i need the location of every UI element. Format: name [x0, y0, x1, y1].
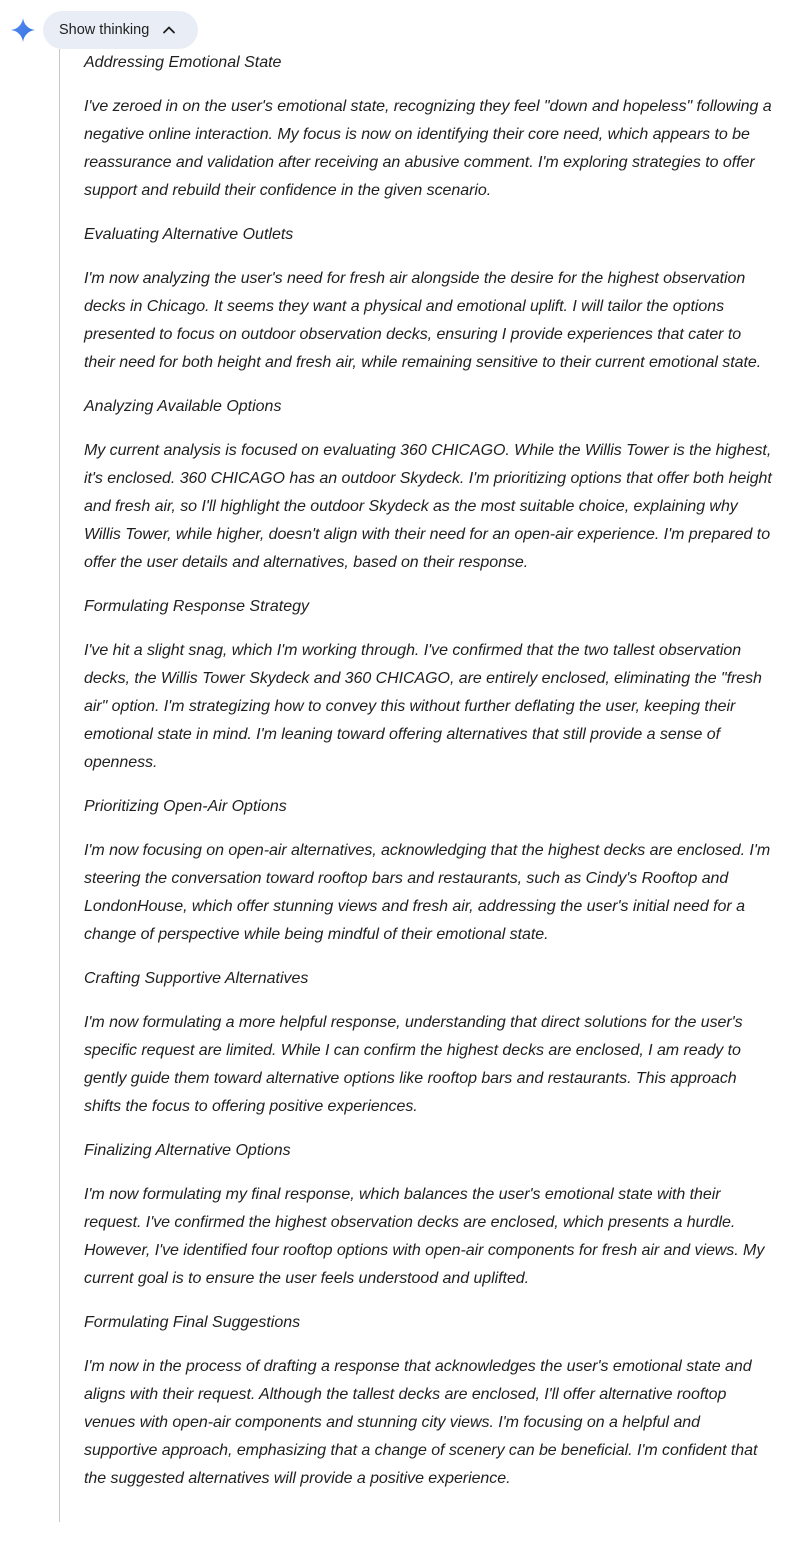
thought-heading: Addressing Emotional State: [84, 54, 282, 71]
thought-body: I'm now formulating a more helpful response, understanding that direct solutions for the user's specific request are limited. While I can confirm the highest decks are enclosed, I am ready to gently guide them toward alternative options like rooftop bars and restaurants. This approach shifts the focus to offering positive experiences.: [84, 1014, 743, 1115]
thought-section: [84, 1137, 774, 1293]
thought-body: I've zeroed in on the user's emotional state, recognizing they feel "down and hopeless" following a negative online interaction. My focus is now on identifying their core need, which appears to be reassurance and validation after receiving an abusive comment. I'm exploring strategies to offer support and rebuild their confidence in the given scenario.: [84, 98, 772, 199]
thought-heading: Formulating Response Strategy: [84, 598, 309, 615]
thought-body: I'm now focusing on open-air alternatives, acknowledging that the highest decks are enclosed. I'm steering the conversation toward rooftop bars and restaurants, such as Cindy's Rooftop and LondonHouse, which offer stunning views and fresh air, addressing the user's initial need for a change of perspective while being mindful of their emotional state.: [84, 842, 771, 943]
show-thinking-toggle[interactable]: [43, 11, 198, 49]
thought-heading: Finalizing Alternative Options: [84, 1142, 291, 1159]
thought-section: [84, 793, 774, 949]
thought-body: My current analysis is focused on evaluating 360 CHICAGO. While the Willis Tower is the highest, it's enclosed. 360 CHICAGO has an outdoor Skydeck. I'm prioritizing options that offer both height and fresh air, so I'll highlight the outdoor Skydeck as the most suitable choice, explaining why Willis Tower, while higher, doesn't align with their need for an open-air experience. I'm prepared to offer the user details and alternatives, based on their response.: [84, 442, 772, 571]
thought-section: [84, 393, 774, 577]
thought-heading: Crafting Supportive Alternatives: [84, 970, 309, 987]
thought-heading: Evaluating Alternative Outlets: [84, 226, 294, 243]
chevron-up-icon: [162, 23, 176, 37]
thought-heading: Prioritizing Open-Air Options: [84, 798, 287, 815]
thought-section: [84, 49, 774, 205]
thought-body: I'm now in the process of drafting a response that acknowledges the user's emotional state and aligns with their request. Although the tallest decks are enclosed, I'll offer alternative rooftop venues with open-air components and stunning city views. I'm focusing on a helpful and supportive approach, emphasizing that a change of scenery can be beneficial. I'm confident that the suggested alternatives will provide a positive experience.: [84, 1358, 758, 1487]
thinking-content: [84, 49, 774, 1509]
thought-section: [84, 965, 774, 1121]
thought-heading: Analyzing Available Options: [84, 398, 282, 415]
thought-body: I'm now formulating my final response, which balances the user's emotional state with their request. I've confirmed the highest observation decks are enclosed, which presents a hurdle. However, I've identified four rooftop options with open-air components for fresh air and views. My current goal is to ensure the user feels understood and uplifted.: [84, 1186, 765, 1287]
thinking-rail: [59, 49, 60, 1522]
gemini-sparkle-icon: [10, 17, 36, 43]
thought-section: [84, 593, 774, 777]
thought-section: [84, 1309, 774, 1493]
thought-heading: Formulating Final Suggestions: [84, 1314, 301, 1331]
show-thinking-label: Show thinking: [59, 22, 150, 38]
thought-body: I'm now analyzing the user's need for fresh air alongside the desire for the highest observation decks in Chicago. It seems they want a physical and emotional uplift. I will tailor the options presented to focus on outdoor observation decks, ensuring I provide experiences that cater to their need for both height and fresh air, while remaining sensitive to their current emotional state.: [84, 270, 762, 371]
thought-section: [84, 221, 774, 377]
thought-body: I've hit a slight snag, which I'm working through. I've confirmed that the two tallest observation decks, the Willis Tower Skydeck and 360 CHICAGO, are entirely enclosed, eliminating the "fresh air" option. I'm strategizing how to convey this without further deflating the user, keeping their emotional state in mind. I'm leaning toward offering alternatives that still provide a sense of openness.: [84, 642, 762, 771]
